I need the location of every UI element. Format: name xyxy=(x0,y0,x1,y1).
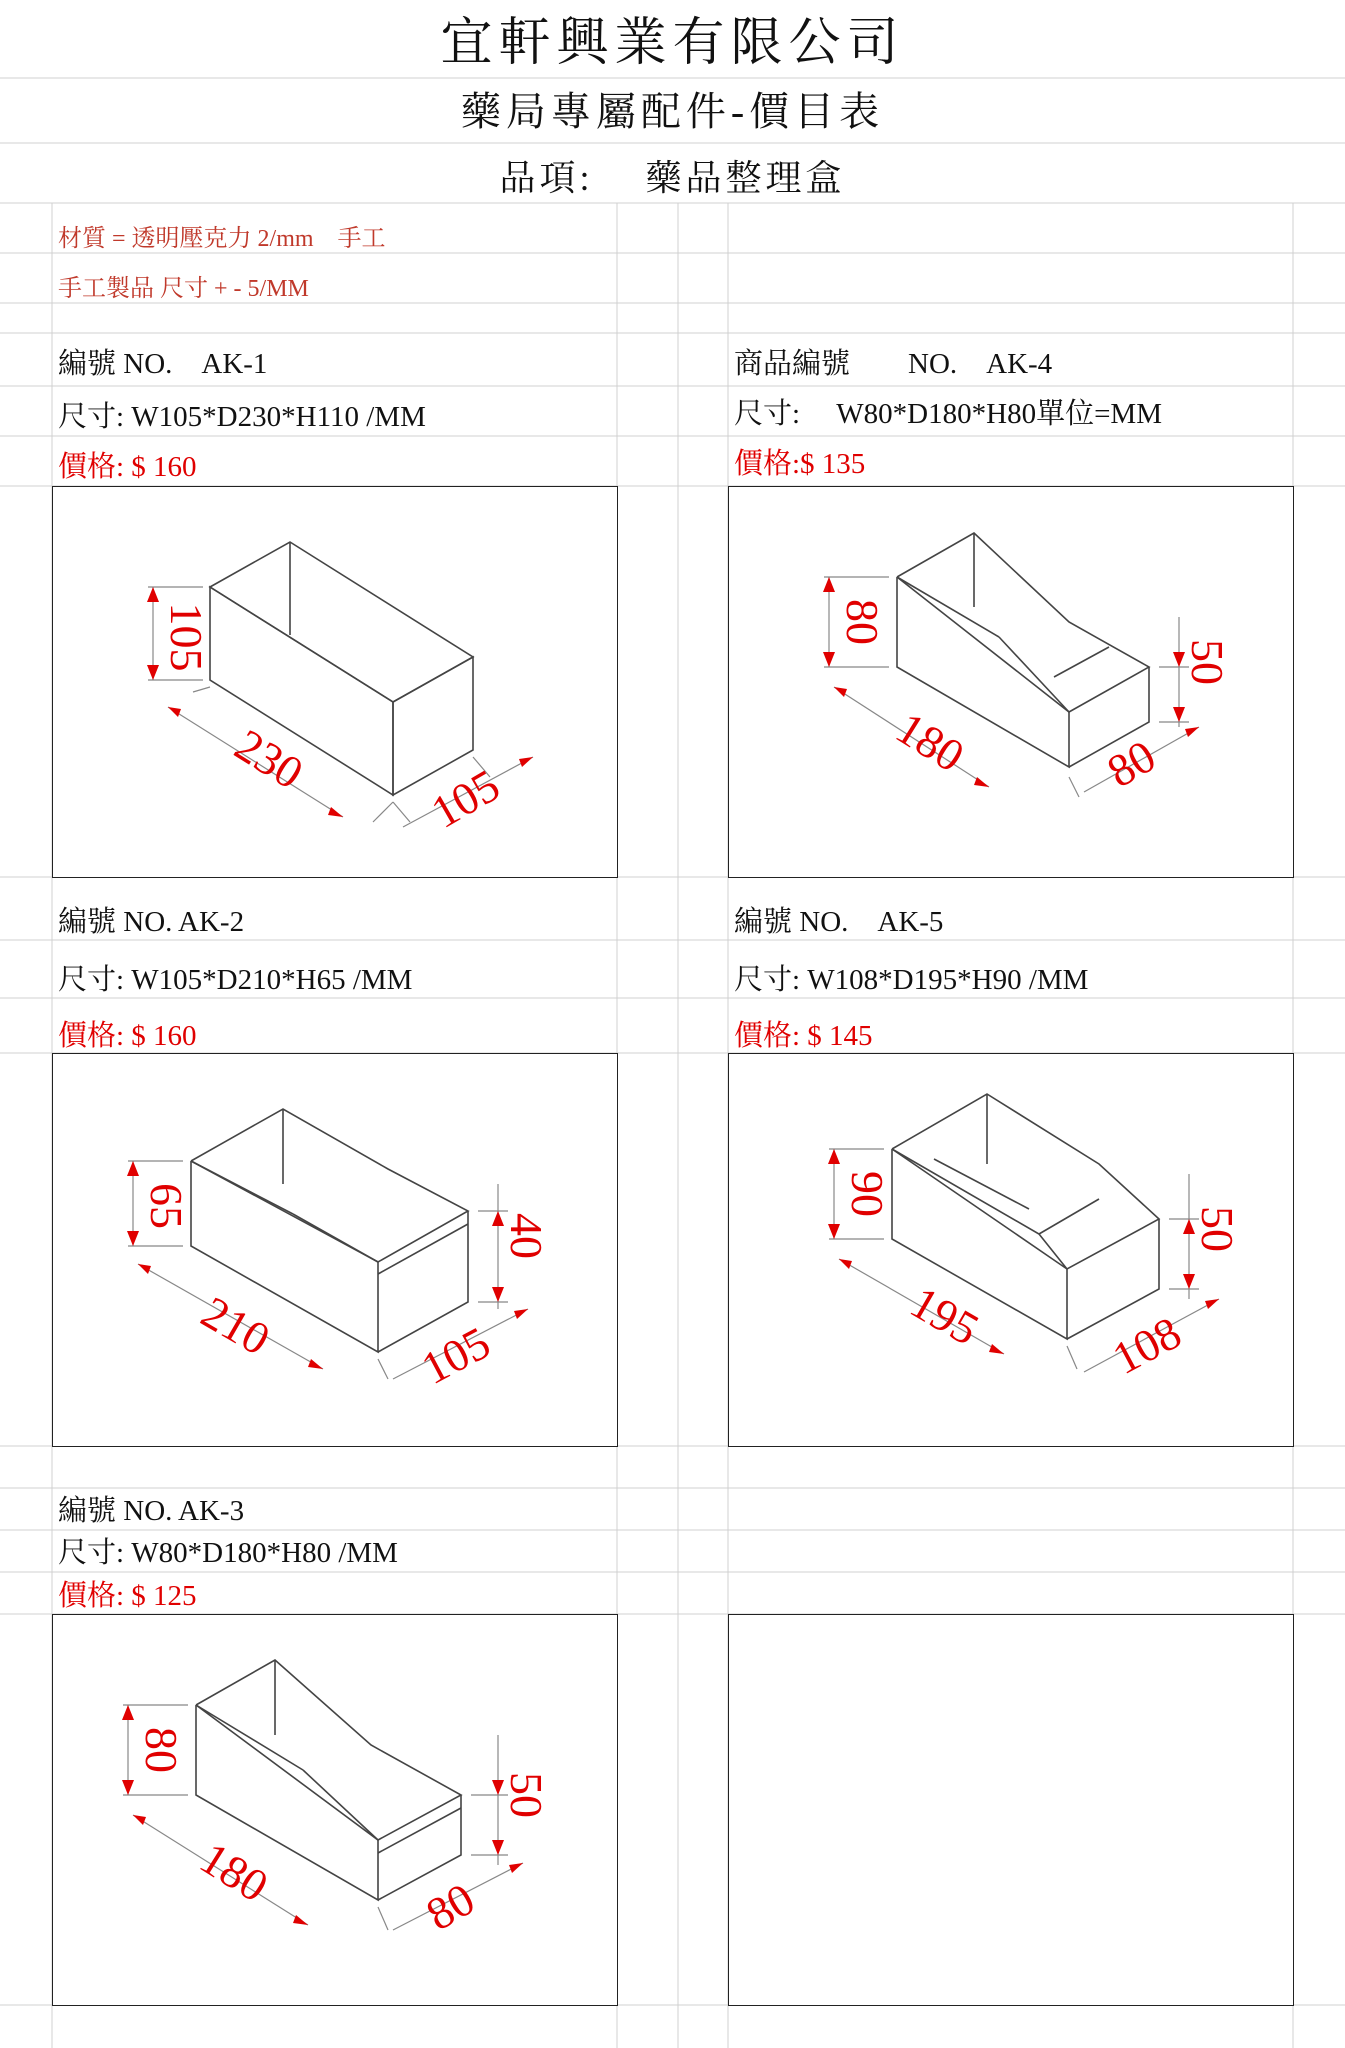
item-heading xyxy=(0,160,1345,196)
ak5-depth-label: 195 xyxy=(902,1276,988,1355)
ak3-drawing xyxy=(52,1614,618,2006)
ak5-code: 編號 NO. AK-5 xyxy=(734,906,944,938)
ak2-drawing xyxy=(52,1053,618,1447)
ak1-depth-label: 230 xyxy=(226,718,312,799)
ak1-height-label: 105 xyxy=(161,602,212,672)
ak4-front-label: 50 xyxy=(1182,639,1233,685)
ak1-width-label: 105 xyxy=(422,759,508,838)
document-subtitle: 藥局專屬配件-價目表 xyxy=(460,89,885,134)
ak2-width-label: 105 xyxy=(413,1316,499,1395)
ak3-height-label: 80 xyxy=(136,1727,187,1773)
ak3-front-label: 50 xyxy=(501,1772,552,1818)
ak2-depth-label: 210 xyxy=(193,1286,279,1365)
ak1-price: 價格: $ 160 xyxy=(58,451,197,483)
ak3-code: 編號 NO. AK-3 xyxy=(58,1495,245,1527)
tolerance-note: 手工製品 尺寸 + - 5/MM xyxy=(58,276,309,302)
company-name: 宜軒興業有限公司 xyxy=(440,15,905,72)
ak4-depth-label: 180 xyxy=(887,701,973,782)
item-name: 藥品整理盒 xyxy=(645,158,846,198)
ak2-price: 價格: $ 160 xyxy=(58,1020,197,1052)
ak2-height-label: 65 xyxy=(141,1183,192,1229)
ak3-price: 價格: $ 125 xyxy=(58,1580,197,1612)
ak1-drawing xyxy=(52,486,618,878)
ak4-code: 商品編號 NO. AK-4 xyxy=(734,348,1053,380)
ak2-front-label: 40 xyxy=(501,1213,552,1259)
item-label: 品項: xyxy=(499,158,594,198)
ak5-front-label: 50 xyxy=(1192,1206,1243,1252)
ak5-drawing xyxy=(728,1053,1294,1447)
ak4-drawing xyxy=(728,486,1294,878)
ak5-size: 尺寸: W108*D195*H90 /MM xyxy=(734,964,1089,996)
ak2-size: 尺寸: W105*D210*H65 /MM xyxy=(58,964,413,996)
ak4-height-label: 80 xyxy=(837,599,888,645)
ak4-width-label: 80 xyxy=(1098,729,1164,798)
ak3-width-label: 80 xyxy=(417,1872,483,1941)
ak4-size: 尺寸: W80*D180*H80單位=MM xyxy=(734,398,1162,430)
ak5-height-label: 90 xyxy=(842,1171,893,1217)
ak3-size: 尺寸: W80*D180*H80 /MM xyxy=(58,1537,398,1569)
ak5-price: 價格: $ 145 xyxy=(734,1020,873,1052)
material-note: 材質 = 透明壓克力 2/mm 手工 xyxy=(58,226,386,252)
empty-drawing-box xyxy=(728,1614,1294,2006)
ak1-size: 尺寸: W105*D230*H110 /MM xyxy=(58,401,426,433)
ak3-depth-label: 180 xyxy=(191,1831,277,1912)
ak2-code: 編號 NO. AK-2 xyxy=(58,906,245,938)
ak1-code: 編號 NO. AK-1 xyxy=(58,348,268,380)
ak5-width-label: 108 xyxy=(1104,1306,1190,1385)
ak4-price: 價格:$ 135 xyxy=(734,448,866,480)
